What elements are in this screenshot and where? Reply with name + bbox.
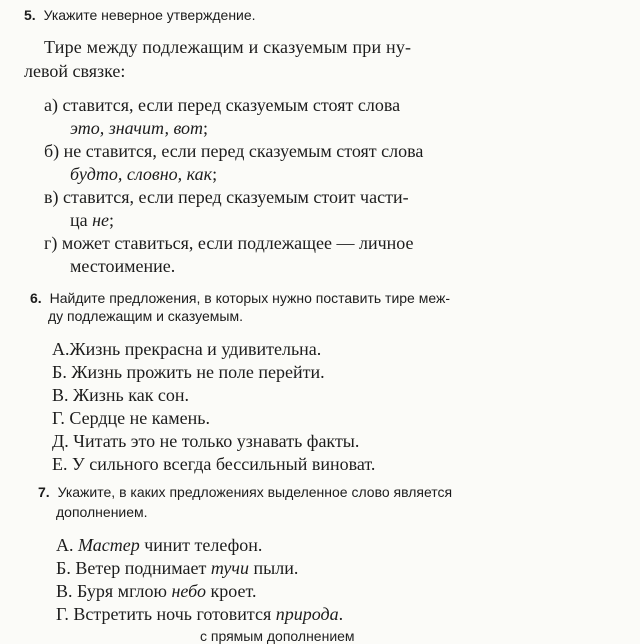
option-letter: Г. xyxy=(52,408,65,428)
option-text: У сильного всегда бессильный виноват. xyxy=(72,454,376,474)
highlighted-word: природа xyxy=(275,604,339,624)
option-letter: б) xyxy=(44,141,60,161)
question-title: Укажите, в каких предложениях выделенное слово является xyxy=(57,484,453,500)
option-text: Сердце не камень. xyxy=(69,408,210,428)
option-text: ца xyxy=(70,210,93,230)
question-5-heading xyxy=(24,6,256,24)
question-8-partial-line: с прямым дополнением xyxy=(200,628,355,644)
question-5-option-b xyxy=(44,140,423,162)
option-punct: ; xyxy=(203,118,209,138)
option-letter: а) xyxy=(44,95,58,115)
option-italic-words: не xyxy=(92,210,110,230)
highlighted-word: Мастер xyxy=(78,535,140,555)
question-5-intro-line-1: Тире между подлежащим и сказуемым при ну- xyxy=(44,37,412,57)
option-text: ставится, если перед сказуемым стоят слова xyxy=(62,95,401,115)
option-letter: Б. xyxy=(52,362,67,382)
option-text: Ветер поднимает xyxy=(75,558,211,578)
option-text: местоимение. xyxy=(70,256,176,276)
question-6-option-b xyxy=(52,361,325,383)
option-letter: А. xyxy=(56,535,74,555)
question-7-option-v xyxy=(56,580,256,602)
question-6-heading-line-2: ду подлежащим и сказуемым. xyxy=(48,308,243,324)
question-title: Найдите предложения, в которых нужно поставить тире меж- xyxy=(49,290,451,306)
option-letter: Б. xyxy=(56,558,71,578)
question-number: 5. xyxy=(24,7,36,23)
option-letter: Г. xyxy=(56,604,69,624)
option-letter: Д. xyxy=(52,431,69,451)
question-5-intro-line-2: левой связке: xyxy=(24,61,126,81)
question-6-option-g xyxy=(52,407,210,429)
question-7-option-a xyxy=(56,534,262,556)
question-5-option-g-cont xyxy=(70,255,175,277)
option-letter: Е. xyxy=(52,454,68,474)
option-text: может ставиться, если подлежащее — личное xyxy=(61,233,414,253)
option-text: не ставится, если перед сказуемым стоят слова xyxy=(63,141,424,161)
question-6-option-d xyxy=(52,430,359,452)
option-text: Читать это не только узнавать факты. xyxy=(73,431,360,451)
question-number: 7. xyxy=(38,484,50,500)
option-text: чинит телефон. xyxy=(139,535,263,555)
option-text: Встретить ночь готовится xyxy=(73,604,276,624)
option-letter: В. xyxy=(52,385,69,405)
option-text: Жизнь как сон. xyxy=(73,385,190,405)
option-text: Жизнь прекрасна и удивительна. xyxy=(69,339,322,359)
option-italic-words: будто, словно, как xyxy=(70,164,213,184)
question-5-option-a xyxy=(44,94,400,116)
option-letter: г) xyxy=(44,233,58,253)
option-text: Буря мглою xyxy=(77,581,172,601)
option-punct: ; xyxy=(212,164,218,184)
question-7-heading-line-2: дополнением. xyxy=(56,504,148,520)
option-letter: А. xyxy=(52,339,70,359)
question-title: Укажите неверное утверждение. xyxy=(43,7,256,23)
option-italic-words: это, значит, вот xyxy=(70,118,204,138)
question-7-option-b xyxy=(56,557,298,579)
question-5-option-g xyxy=(44,232,414,254)
question-6-option-a xyxy=(52,338,321,360)
question-6-option-e xyxy=(52,453,375,475)
question-6-option-v xyxy=(52,384,189,406)
question-5-option-a-cont xyxy=(70,117,208,139)
question-5-option-v-cont xyxy=(70,209,114,231)
question-6-heading xyxy=(30,289,450,307)
highlighted-word: тучи xyxy=(210,558,249,578)
option-text: кроет. xyxy=(205,581,257,601)
option-text: ставится, если перед сказуемым стоит части- xyxy=(63,187,409,207)
question-5-option-b-cont xyxy=(70,163,217,185)
option-text: пыли. xyxy=(249,558,299,578)
option-letter: В. xyxy=(56,581,73,601)
question-number: 6. xyxy=(30,290,42,306)
question-7-heading xyxy=(38,483,452,501)
option-letter: в) xyxy=(44,187,59,207)
question-7-option-g xyxy=(56,603,343,625)
option-text: . xyxy=(338,604,344,624)
highlighted-word: небо xyxy=(171,581,206,601)
question-5-option-v xyxy=(44,186,409,208)
option-punct: ; xyxy=(109,210,115,230)
option-text: Жизнь прожить не поле перейти. xyxy=(71,362,325,382)
